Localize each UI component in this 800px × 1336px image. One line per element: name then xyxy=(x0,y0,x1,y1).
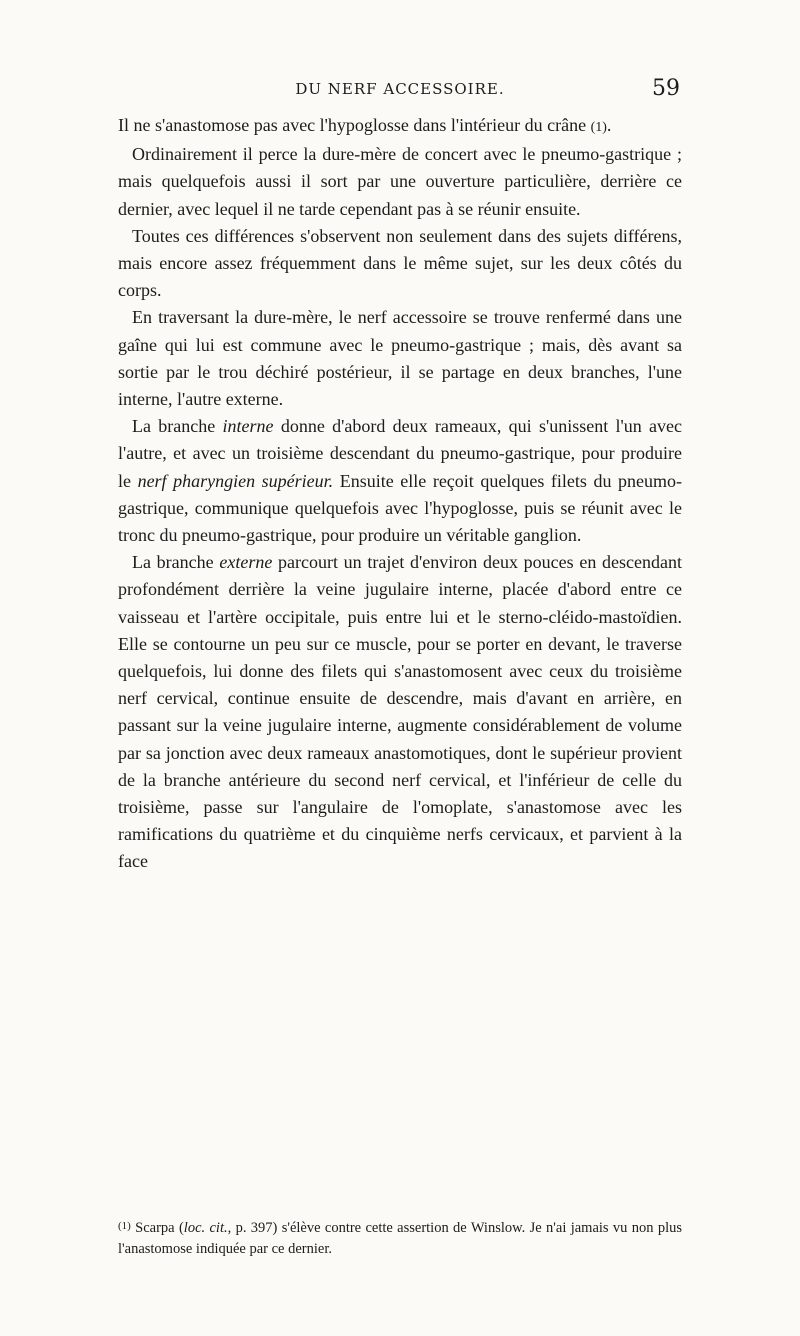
paragraph-1-end: . xyxy=(606,115,612,135)
paragraph-2: Ordinairement il perce la dure-mère de concert avec le pneumo-gastrique ; mais quelquefois aussi il sort par une ouverture particulière, derrière ce dernier, avec lequel il ne tarde cependant pas à se réunir ensuite. xyxy=(118,144,682,219)
body-text xyxy=(118,112,682,876)
footnote-citation: loc. cit. xyxy=(183,1220,228,1236)
footnote-text-b: , p. 397) s'élève contre cette assertion de Winslow. Je n'ai jamais vu non plus l'anastomose indiquée par ce dernier. xyxy=(118,1220,683,1257)
page-number: 59 xyxy=(652,76,680,101)
footnote xyxy=(118,1216,682,1260)
paragraph-6 xyxy=(118,549,682,875)
paragraph-4: En traversant la dure-mère, le nerf accessoire se trouve renfermé dans une gaîne qui lui est commune avec le pneumo-gastrique ; mais, dès avant sa sortie par le trou déchiré postérieur, il se partage en deux branches, l'une interne, l'autre externe. xyxy=(118,307,682,410)
running-head xyxy=(120,76,680,106)
paragraph-5-text-b: donne d'abord deux rameaux, qui s'unissent l'un avec l'autre, et avec un troisième descendant du pneumo-gastrique, pour produire le xyxy=(118,416,682,491)
paragraph-1 xyxy=(118,112,682,141)
footnote-text-a: Scarpa ( xyxy=(130,1220,184,1236)
paragraph-5 xyxy=(118,413,682,549)
paragraph-5-text-c: Ensuite elle reçoit quelques filets du pneumo-gastrique, communique quelquefois avec l'hypoglosse, puis se réunit avec le tronc du pneumo-gastrique, pour produire un véritable ganglion. xyxy=(118,470,683,546)
term-nerf-pharyngien: nerf pharyngien supérieur. xyxy=(137,470,334,491)
footnote-mark: (1) xyxy=(118,1220,131,1232)
running-title: DU NERF ACCESSOIRE. xyxy=(295,80,505,98)
paragraph-6-text-a: La branche xyxy=(132,552,220,573)
paragraph-6-text-b: parcourt un trajet d'environ deux pouces en descendant profondément derrière la veine jugulaire interne, placée d'abord entre ce vaisseau et l'artère occipitale, puis entre lui et le sterno-cléido-mastoïdien. Elle se contourne un peu sur ce muscle, pour se porter en devant, le traverse quelquefois, lui donne des filets qui s'anastomosent avec ceux du troisième nerf cervical, continue ensuite de descendre, mais d'avant en arrière, en passant sur la veine jugulaire interne, augmente considérablement de volume par sa jonction avec deux rameaux anastomotiques, dont le supérieur provient de la branche antérieure du second nerf cervical, et l'inférieur de celle du troisième, passe sur l'angulaire de l'omoplate, s'anastomose avec les ramifications du quatrième et du cinquième nerfs cervicaux, et parvient à la face xyxy=(118,552,682,872)
term-externe: externe xyxy=(219,552,273,573)
paragraph-5-text-a: La branche xyxy=(132,416,223,437)
footnote-reference: (1) xyxy=(590,120,607,135)
term-interne: interne xyxy=(222,416,274,437)
footnote-text xyxy=(118,1216,682,1260)
paragraph-1-text: Il ne s'anastomose pas avec l'hypoglosse dans l'intérieur du crâne xyxy=(118,115,591,135)
paragraph-3: Toutes ces différences s'observent non seulement dans des sujets différens, mais encore assez fréquemment dans le même sujet, sur les deux côtés du corps. xyxy=(118,225,682,301)
